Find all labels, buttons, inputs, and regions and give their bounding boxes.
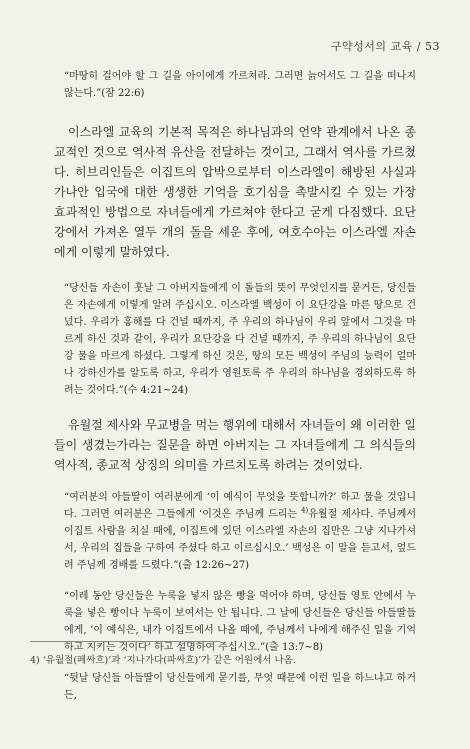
quote-joshua: “당신들 자손이 훗날 그 아버지들에게 이 돌들의 뜻이 무엇인지를 묻거든, 당신들은 자손에게 이렇게 알려 주십시오. 이스라엘 백성이 이 요단강을 마른 땅으로 건넜다. 우리가 홍해를 다 건널 때까지, 주 우리의 하나님이 우리 앞에서 그것을 마르게 하신 것과 같이, 우리가 요단강을 다 건널 때까지, 주 우리의 하나님이 요단 강 물을 마르게 하셨다. 그렇게 하신 것은, 땅의 모든 백성이 주님의 능력이 얼마나 강하신가를 알도록 하고, 우리가 영원토록 주 우리의 하나님을 경외하도록 하려는 것이다.”(수 4:21~24) bbox=[64, 283, 416, 396]
running-head: 구약성서의 교육 / 53 bbox=[330, 40, 440, 53]
quote-exodus-12-part-a: “여러분의 아들딸이 여러분에게 ‘이 예식이 무엇을 뜻합니까?’ 하고 물을 것입니다. 그러면 여러분은 그들에게 ‘이것은 주님께 드리는 bbox=[64, 492, 416, 520]
footnote-ref: 4) bbox=[301, 506, 309, 515]
page-body bbox=[54, 68, 417, 704]
quote-exodus-13: “이레 동안 당신들은 누룩을 넣지 않은 빵을 먹어야 하며, 당신들 영토 안에서 누룩을 넣은 빵이나 누룩이 보여서는 안 됩니다. 그 날에 당신들은 당신들 아들딸들에게, ‘이 예식은, 내가 이집트에서 나올 때에, 주님께서 나에게 해주신 일을 기억하고 지키는 것이다’ 하고 설명하여 주십시오.”(출 13:7~8) bbox=[64, 591, 416, 653]
quote-exodus-12-part-b: 유월절 제사다. 주님께서 이집트 사람을 치실 때에, 이집트에 있던 이스라엘 자손의 집만은 그냥 지나가셔서, 우리의 집들을 구하여 주셨다 하고 이르십시오.’ 백성은 이 말을 듣고서, 엎드려 주님께 경배를 드렸다.”(출 12:26~27) bbox=[64, 509, 417, 571]
footnote: 4) ‘유월절(페싸흐)’과 ‘지나가다(파싸흐)’가 같은 어원에서 나옴. bbox=[30, 655, 296, 666]
paragraph-education-purpose: 이스라엘 교육의 기본적 목적은 하나님과의 언약 관계에서 나온 종교적인 것으로 역사적 유산을 전달하는 것이고, 그래서 역사를 가르쳤다. 히브리인들은 이집트의 압박으로부터 이스라엘이 해방된 사실과 가나안 입국에 대한 생생한 기억을 호기심을 촉발시킬 수 있는 가장 효과적인 방법으로 자녀들에게 가르쳐야 한다고 굳게 다짐했다. 요단강에서 가져온 열두 개의 돌을 세운 후에, 여호수아는 이스라엘 자손에게 이렇게 말하였다. bbox=[54, 125, 416, 259]
footnote-divider bbox=[30, 641, 220, 642]
quote-continuation: “뒷날 당신들 아들딸이 당신들에게 묻기를, 무엇 때문에 이런 일을 하느냐고 하거든, bbox=[64, 673, 416, 701]
paragraph-passover: 유월절 제사와 무교병을 먹는 행위에 대해서 자녀들이 왜 이러한 일들이 생겼는가라는 질문을 하면 아버지는 그 자녀들에게 그 의식들의 역사적, 종교적 상징의 의미를 가르치도록 하려는 것이었다. bbox=[54, 418, 416, 472]
quote-proverbs: “마땅히 걸어야 할 그 길을 아이에게 가르쳐라. 그러면 늙어서도 그 길을 떠나지 않는다.”(잠 22:6) bbox=[64, 71, 416, 99]
quote-exodus-12 bbox=[64, 489, 416, 574]
